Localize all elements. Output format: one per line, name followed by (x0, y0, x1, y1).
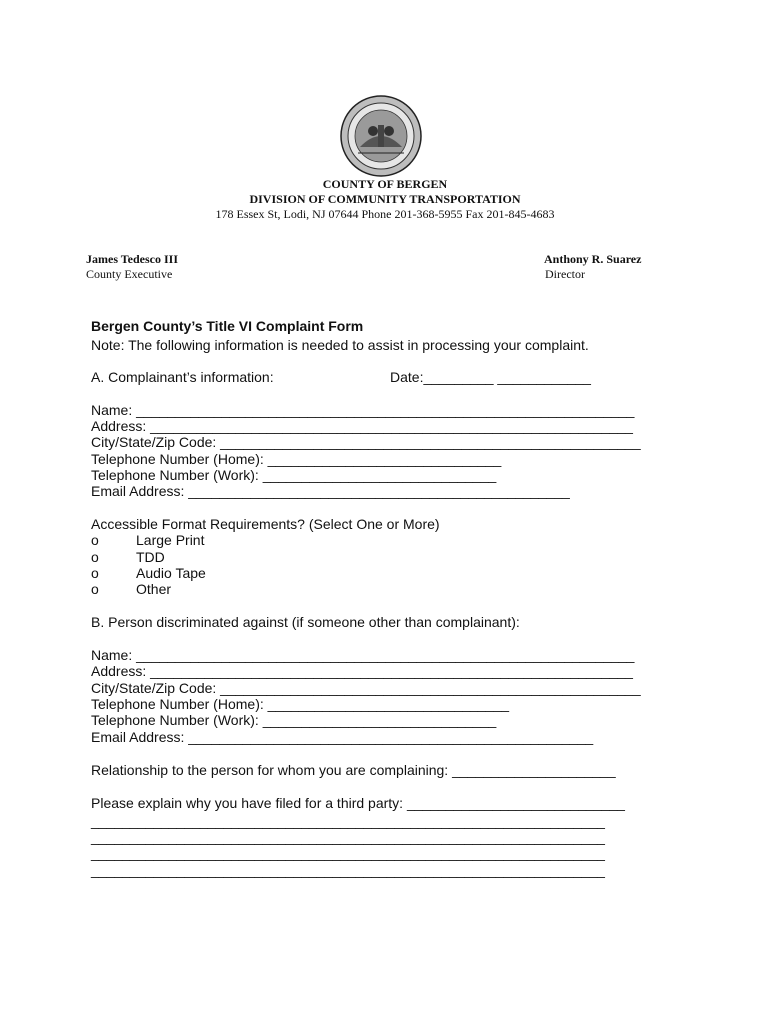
field-label: Telephone Number (Home): (91, 451, 268, 467)
option-label-tdd: TDD (136, 549, 165, 565)
third-party-field[interactable] (91, 795, 625, 811)
relationship-field[interactable] (91, 762, 616, 778)
section-a-heading: A. Complainant’s information: (91, 369, 274, 385)
field-blank[interactable]: ________________________________________________________________ (136, 647, 635, 663)
executive-name: James Tedesco III (86, 252, 179, 266)
date-label: Date: (390, 369, 424, 385)
field-label: Telephone Number (Work): (91, 712, 263, 728)
option-label-large-print: Large Print (136, 532, 205, 548)
field-label: Name: (91, 647, 137, 663)
field-blank[interactable]: ________________________________________________________________ (136, 402, 635, 418)
option-label-other: Other (136, 581, 172, 597)
field-blank[interactable]: ______________________________________________________ (220, 434, 641, 450)
b-phone-home-field[interactable] (91, 696, 509, 712)
field-label: Address: (91, 418, 151, 434)
field-label: Telephone Number (Work): (91, 467, 263, 483)
option-checkbox[interactable]: o (91, 549, 99, 565)
option-checkbox[interactable]: o (91, 532, 99, 548)
field-blank[interactable]: ______________________________________________________ (220, 680, 641, 696)
county-seal-logo (340, 95, 422, 177)
field-label: City/State/Zip Code: (91, 434, 221, 450)
field-blank[interactable]: ____________________________________________________ (188, 729, 594, 745)
director-name: Anthony R. Suarez (544, 252, 642, 266)
field-blank[interactable]: _________________________________________________ (188, 483, 570, 499)
explain-line[interactable]: __________________________________________________________________ (91, 813, 605, 829)
relationship-label: Relationship to the person for whom you are complaining: (91, 762, 453, 778)
date-field[interactable] (390, 369, 591, 385)
field-label: Email Address: (91, 729, 189, 745)
relationship-blank[interactable]: _____________________ (452, 762, 616, 778)
b-email-field[interactable] (91, 729, 593, 745)
field-label: Address: (91, 663, 151, 679)
field-label: Name: (91, 402, 137, 418)
executive-title: County Executive (86, 267, 173, 281)
a-phone-work-field[interactable] (91, 467, 496, 483)
field-blank[interactable]: _______________________________ (267, 696, 510, 712)
b-address-field[interactable] (91, 663, 633, 679)
section-b-heading: B. Person discriminated against (if someone other than complainant): (91, 614, 520, 630)
third-party-label: Please explain why you have filed for a third party: (91, 795, 407, 811)
field-blank[interactable]: ______________________________________________________________ (150, 418, 633, 434)
field-label: Telephone Number (Home): (91, 696, 268, 712)
b-name-field[interactable] (91, 647, 634, 663)
option-checkbox[interactable]: o (91, 565, 99, 581)
form-title: Bergen County’s Title VI Complaint Form (91, 318, 364, 334)
a-name-field[interactable] (91, 402, 634, 418)
option-label-audio-tape: Audio Tape (136, 565, 206, 581)
field-blank[interactable]: ______________________________ (267, 451, 502, 467)
county-name: COUNTY OF BERGEN (322, 177, 448, 191)
option-checkbox[interactable]: o (91, 581, 99, 597)
director-title: Director (545, 267, 585, 281)
field-blank[interactable]: ______________________________ (262, 712, 497, 728)
format-question: Accessible Format Requirements? (Select One or More) (91, 516, 440, 532)
division-name: DIVISION OF COMMUNITY TRANSPORTATION (249, 192, 521, 206)
explain-line[interactable]: __________________________________________________________________ (91, 845, 605, 861)
b-phone-work-field[interactable] (91, 712, 496, 728)
b-city-state-zip-field[interactable] (91, 680, 641, 696)
form-note: Note: The following information is needed to assist in processing your complaint. (91, 337, 589, 353)
field-label: Email Address: (91, 483, 189, 499)
field-blank[interactable]: ______________________________________________________________ (150, 663, 633, 679)
field-label: City/State/Zip Code: (91, 680, 221, 696)
field-blank[interactable]: ______________________________ (262, 467, 497, 483)
explain-line[interactable]: __________________________________________________________________ (91, 829, 605, 845)
a-email-field[interactable] (91, 483, 570, 499)
division-address: 178 Essex St, Lodi, NJ 07644 Phone 201-368-5955 Fax 201-845-4683 (215, 207, 555, 221)
a-address-field[interactable] (91, 418, 633, 434)
third-party-blank[interactable]: ____________________________ (406, 795, 625, 811)
a-city-state-zip-field[interactable] (91, 434, 641, 450)
a-phone-home-field[interactable] (91, 451, 501, 467)
date-blank[interactable]: _________ ____________ (423, 369, 591, 385)
explain-line[interactable]: __________________________________________________________________ (91, 862, 605, 878)
